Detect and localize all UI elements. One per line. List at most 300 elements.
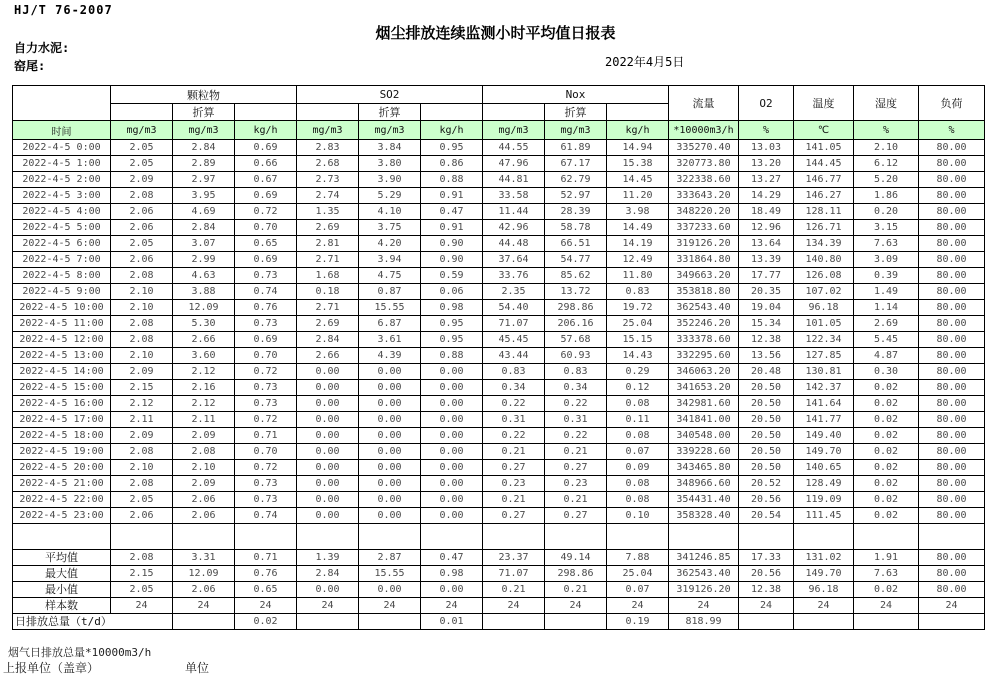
- value-cell: 0.00: [297, 396, 359, 412]
- table-row: [13, 140, 985, 156]
- time-cell: 2022-4-5 11:00: [13, 316, 111, 332]
- value-cell: 2.09: [111, 364, 173, 380]
- unit-cell: mg/m3: [297, 121, 359, 140]
- value-cell: 2.69: [297, 316, 359, 332]
- time-cell: 2022-4-5 5:00: [13, 220, 111, 236]
- value-cell: 0.65: [235, 236, 297, 252]
- value-cell: 13.72: [545, 284, 607, 300]
- value-cell: 20.48: [739, 364, 794, 380]
- value-cell: 18.49: [739, 204, 794, 220]
- summary-value-cell: 24: [669, 598, 739, 614]
- value-cell: 80.00: [919, 284, 985, 300]
- value-cell: 341841.00: [669, 412, 739, 428]
- summary-value-cell: 2.15: [111, 566, 173, 582]
- value-cell: 0.00: [359, 492, 421, 508]
- summary-value-cell: 298.86: [545, 566, 607, 582]
- value-cell: 0.00: [421, 396, 483, 412]
- column-header-humidity: 湿度: [854, 86, 919, 121]
- value-cell: 0.72: [235, 364, 297, 380]
- unit-cell: kg/h: [235, 121, 297, 140]
- value-cell: 122.34: [794, 332, 854, 348]
- value-cell: 0.21: [545, 492, 607, 508]
- value-cell: 126.08: [794, 268, 854, 284]
- table-row: [13, 492, 985, 508]
- daily-total-value-cell: [297, 614, 359, 630]
- value-cell: 80.00: [919, 300, 985, 316]
- time-cell: 2022-4-5 0:00: [13, 140, 111, 156]
- daily-total-value-cell: [739, 614, 794, 630]
- table-row: [13, 252, 985, 268]
- value-cell: 0.72: [235, 412, 297, 428]
- value-cell: 2.84: [173, 220, 235, 236]
- table-row: [13, 332, 985, 348]
- unit-cell: %: [919, 121, 985, 140]
- value-cell: 2.09: [111, 428, 173, 444]
- table-row: [13, 476, 985, 492]
- value-cell: 3.15: [854, 220, 919, 236]
- value-cell: 15.15: [607, 332, 669, 348]
- value-cell: 0.31: [483, 412, 545, 428]
- value-cell: 348220.20: [669, 204, 739, 220]
- value-cell: 0.22: [483, 428, 545, 444]
- value-cell: 0.90: [421, 252, 483, 268]
- value-cell: 0.00: [421, 444, 483, 460]
- value-cell: 80.00: [919, 220, 985, 236]
- daily-total-row: [13, 614, 985, 630]
- column-header-flow: 流量: [669, 86, 739, 121]
- value-cell: 0.73: [235, 268, 297, 284]
- value-cell: 149.70: [794, 444, 854, 460]
- value-cell: 0.02: [854, 412, 919, 428]
- value-cell: 0.76: [235, 300, 297, 316]
- table-row: [13, 444, 985, 460]
- value-cell: 5.29: [359, 188, 421, 204]
- value-cell: 0.00: [359, 412, 421, 428]
- value-cell: 3.90: [359, 172, 421, 188]
- empty-cell: [111, 524, 173, 550]
- value-cell: 2.84: [173, 140, 235, 156]
- summary-value-cell: 24: [235, 598, 297, 614]
- summary-value-cell: 24: [607, 598, 669, 614]
- value-cell: 13.64: [739, 236, 794, 252]
- time-cell: 2022-4-5 12:00: [13, 332, 111, 348]
- summary-value-cell: 1.91: [854, 550, 919, 566]
- value-cell: 0.00: [297, 380, 359, 396]
- value-cell: 140.80: [794, 252, 854, 268]
- value-cell: 0.00: [421, 412, 483, 428]
- value-cell: 52.97: [545, 188, 607, 204]
- value-cell: 1.35: [297, 204, 359, 220]
- value-cell: 0.18: [297, 284, 359, 300]
- value-cell: 146.77: [794, 172, 854, 188]
- time-cell: 2022-4-5 4:00: [13, 204, 111, 220]
- summary-value-cell: 24: [739, 598, 794, 614]
- value-cell: 61.89: [545, 140, 607, 156]
- value-cell: 1.68: [297, 268, 359, 284]
- value-cell: 4.69: [173, 204, 235, 220]
- daily-total-value-cell: [173, 614, 235, 630]
- value-cell: 14.29: [739, 188, 794, 204]
- value-cell: 80.00: [919, 348, 985, 364]
- value-cell: 119.09: [794, 492, 854, 508]
- summary-value-cell: 2.05: [111, 582, 173, 598]
- subheader-blank: [607, 104, 669, 121]
- value-cell: 111.45: [794, 508, 854, 524]
- value-cell: 146.27: [794, 188, 854, 204]
- value-cell: 0.00: [359, 460, 421, 476]
- value-cell: 4.10: [359, 204, 421, 220]
- value-cell: 0.02: [854, 492, 919, 508]
- empty-cell: [607, 524, 669, 550]
- summary-value-cell: 0.71: [235, 550, 297, 566]
- value-cell: 43.44: [483, 348, 545, 364]
- value-cell: 3.75: [359, 220, 421, 236]
- summary-value-cell: 0.21: [545, 582, 607, 598]
- time-header: 时间: [13, 121, 111, 140]
- value-cell: 80.00: [919, 188, 985, 204]
- value-cell: 3.94: [359, 252, 421, 268]
- value-cell: 2.74: [297, 188, 359, 204]
- time-cell: 2022-4-5 7:00: [13, 252, 111, 268]
- time-cell: 2022-4-5 8:00: [13, 268, 111, 284]
- summary-value-cell: 0.00: [297, 582, 359, 598]
- value-cell: 2.06: [173, 492, 235, 508]
- value-cell: 141.64: [794, 396, 854, 412]
- summary-value-cell: 24: [919, 598, 985, 614]
- value-cell: 0.66: [235, 156, 297, 172]
- value-cell: 2.09: [173, 428, 235, 444]
- summary-label-cell: 最小值: [13, 582, 111, 598]
- value-cell: 0.00: [359, 380, 421, 396]
- value-cell: 2.08: [111, 444, 173, 460]
- empty-cell: [173, 524, 235, 550]
- daily-total-value-cell: [854, 614, 919, 630]
- empty-cell: [297, 524, 359, 550]
- table-row: [13, 300, 985, 316]
- summary-value-cell: 24: [421, 598, 483, 614]
- summary-value-cell: 2.08: [111, 550, 173, 566]
- value-cell: 6.87: [359, 316, 421, 332]
- value-cell: 0.30: [854, 364, 919, 380]
- value-cell: 0.21: [483, 492, 545, 508]
- value-cell: 2.15: [111, 380, 173, 396]
- value-cell: 3.98: [607, 204, 669, 220]
- table-row: [13, 316, 985, 332]
- value-cell: 2.12: [173, 396, 235, 412]
- value-cell: 2.84: [297, 332, 359, 348]
- value-cell: 57.68: [545, 332, 607, 348]
- value-cell: 33.58: [483, 188, 545, 204]
- value-cell: 206.16: [545, 316, 607, 332]
- group-header-so2: SO2: [297, 86, 483, 104]
- summary-value-cell: 12.09: [173, 566, 235, 582]
- value-cell: 0.70: [235, 220, 297, 236]
- value-cell: 346063.20: [669, 364, 739, 380]
- summary-value-cell: 80.00: [919, 582, 985, 598]
- value-cell: 80.00: [919, 316, 985, 332]
- time-cell: 2022-4-5 19:00: [13, 444, 111, 460]
- value-cell: 20.35: [739, 284, 794, 300]
- value-cell: 333378.60: [669, 332, 739, 348]
- empty-cell: [794, 524, 854, 550]
- value-cell: 14.94: [607, 140, 669, 156]
- table-row: [13, 204, 985, 220]
- value-cell: 2.06: [111, 252, 173, 268]
- value-cell: 12.96: [739, 220, 794, 236]
- summary-row: [13, 582, 985, 598]
- value-cell: 2.69: [297, 220, 359, 236]
- value-cell: 0.73: [235, 476, 297, 492]
- column-header-load: 负荷: [919, 86, 985, 121]
- value-cell: 62.79: [545, 172, 607, 188]
- time-cell: 2022-4-5 17:00: [13, 412, 111, 428]
- value-cell: 2.08: [111, 188, 173, 204]
- value-cell: 42.96: [483, 220, 545, 236]
- value-cell: 2.12: [111, 396, 173, 412]
- summary-value-cell: 7.88: [607, 550, 669, 566]
- value-cell: 0.08: [607, 492, 669, 508]
- value-cell: 2.06: [173, 508, 235, 524]
- value-cell: 2.05: [111, 140, 173, 156]
- table-row: [13, 156, 985, 172]
- value-cell: 2.11: [111, 412, 173, 428]
- value-cell: 25.04: [607, 316, 669, 332]
- value-cell: 2.06: [111, 508, 173, 524]
- table-row: [13, 364, 985, 380]
- value-cell: 14.45: [607, 172, 669, 188]
- value-cell: 2.71: [297, 252, 359, 268]
- summary-value-cell: 15.55: [359, 566, 421, 582]
- unit-cell: %: [739, 121, 794, 140]
- value-cell: 0.22: [545, 428, 607, 444]
- value-cell: 0.00: [421, 492, 483, 508]
- value-cell: 140.65: [794, 460, 854, 476]
- value-cell: 2.09: [173, 476, 235, 492]
- value-cell: 319126.20: [669, 236, 739, 252]
- value-cell: 4.63: [173, 268, 235, 284]
- time-cell: 2022-4-5 16:00: [13, 396, 111, 412]
- value-cell: 3.09: [854, 252, 919, 268]
- table-row: [13, 508, 985, 524]
- unit-cell: *10000m3/h: [669, 121, 739, 140]
- value-cell: 20.56: [739, 492, 794, 508]
- value-cell: 333643.20: [669, 188, 739, 204]
- value-cell: 20.50: [739, 428, 794, 444]
- standard-code: HJ/T 76-2007: [14, 3, 113, 17]
- value-cell: 80.00: [919, 412, 985, 428]
- value-cell: 343465.80: [669, 460, 739, 476]
- unit-cell: mg/m3: [545, 121, 607, 140]
- subheader-blank: [297, 104, 359, 121]
- value-cell: 20.54: [739, 508, 794, 524]
- value-cell: 0.91: [421, 220, 483, 236]
- time-cell: 2022-4-5 18:00: [13, 428, 111, 444]
- column-header-temperature: 温度: [794, 86, 854, 121]
- summary-value-cell: 25.04: [607, 566, 669, 582]
- summary-value-cell: 24: [111, 598, 173, 614]
- value-cell: 14.19: [607, 236, 669, 252]
- value-cell: 2.97: [173, 172, 235, 188]
- value-cell: 0.70: [235, 444, 297, 460]
- value-cell: 2.05: [111, 236, 173, 252]
- value-cell: 3.95: [173, 188, 235, 204]
- value-cell: 4.87: [854, 348, 919, 364]
- time-cell: 2022-4-5 15:00: [13, 380, 111, 396]
- value-cell: 348966.60: [669, 476, 739, 492]
- value-cell: 332295.60: [669, 348, 739, 364]
- value-cell: 107.02: [794, 284, 854, 300]
- value-cell: 0.12: [607, 380, 669, 396]
- value-cell: 141.05: [794, 140, 854, 156]
- summary-value-cell: 24: [483, 598, 545, 614]
- table-row: [13, 428, 985, 444]
- value-cell: 0.00: [359, 476, 421, 492]
- value-cell: 2.66: [297, 348, 359, 364]
- time-cell: 2022-4-5 14:00: [13, 364, 111, 380]
- value-cell: 71.07: [483, 316, 545, 332]
- value-cell: 0.02: [854, 508, 919, 524]
- subheader-blank: [421, 104, 483, 121]
- empty-cell: [669, 524, 739, 550]
- value-cell: 80.00: [919, 492, 985, 508]
- summary-value-cell: 149.70: [794, 566, 854, 582]
- value-cell: 101.05: [794, 316, 854, 332]
- value-cell: 0.02: [854, 476, 919, 492]
- value-cell: 0.00: [297, 508, 359, 524]
- value-cell: 0.83: [607, 284, 669, 300]
- value-cell: 128.11: [794, 204, 854, 220]
- value-cell: 0.69: [235, 188, 297, 204]
- value-cell: 80.00: [919, 236, 985, 252]
- value-cell: 0.09: [607, 460, 669, 476]
- value-cell: 37.64: [483, 252, 545, 268]
- value-cell: 2.06: [111, 220, 173, 236]
- value-cell: 0.72: [235, 460, 297, 476]
- value-cell: 2.68: [297, 156, 359, 172]
- value-cell: 0.88: [421, 348, 483, 364]
- daily-total-value-cell: [919, 614, 985, 630]
- unit-cell: mg/m3: [359, 121, 421, 140]
- value-cell: 14.43: [607, 348, 669, 364]
- value-cell: 7.63: [854, 236, 919, 252]
- summary-value-cell: 24: [545, 598, 607, 614]
- report-title: 烟尘排放连续监测小时平均值日报表: [375, 24, 616, 42]
- summary-value-cell: 71.07: [483, 566, 545, 582]
- value-cell: 3.88: [173, 284, 235, 300]
- value-cell: 80.00: [919, 460, 985, 476]
- value-cell: 80.00: [919, 268, 985, 284]
- value-cell: 0.71: [235, 428, 297, 444]
- value-cell: 47.96: [483, 156, 545, 172]
- value-cell: 2.08: [111, 476, 173, 492]
- value-cell: 11.20: [607, 188, 669, 204]
- value-cell: 20.52: [739, 476, 794, 492]
- unit-cell: %: [854, 121, 919, 140]
- reporting-unit-label: 上报单位（盖章）: [3, 661, 100, 675]
- summary-value-cell: 0.47: [421, 550, 483, 566]
- summary-value-cell: 12.38: [739, 582, 794, 598]
- value-cell: 0.29: [607, 364, 669, 380]
- value-cell: 0.00: [421, 460, 483, 476]
- value-cell: 352246.20: [669, 316, 739, 332]
- value-cell: 12.38: [739, 332, 794, 348]
- value-cell: 2.08: [111, 268, 173, 284]
- value-cell: 1.14: [854, 300, 919, 316]
- value-cell: 0.95: [421, 332, 483, 348]
- value-cell: 0.73: [235, 380, 297, 396]
- value-cell: 0.08: [607, 428, 669, 444]
- flue-gas-total-note: 烟气日排放总量*10000m3/h: [8, 646, 152, 659]
- value-cell: 28.39: [545, 204, 607, 220]
- value-cell: 0.67: [235, 172, 297, 188]
- summary-value-cell: 131.02: [794, 550, 854, 566]
- table-row: [13, 188, 985, 204]
- unit-cell: mg/m3: [173, 121, 235, 140]
- value-cell: 2.10: [111, 284, 173, 300]
- value-cell: 6.12: [854, 156, 919, 172]
- time-cell: 2022-4-5 9:00: [13, 284, 111, 300]
- value-cell: 13.39: [739, 252, 794, 268]
- subheader-blank: [483, 104, 545, 121]
- value-cell: 4.39: [359, 348, 421, 364]
- value-cell: 0.23: [483, 476, 545, 492]
- empty-cell: [739, 524, 794, 550]
- spacer-row: [13, 524, 985, 550]
- time-cell: 2022-4-5 22:00: [13, 492, 111, 508]
- daily-total-value-cell: [483, 614, 545, 630]
- value-cell: 0.34: [483, 380, 545, 396]
- value-cell: 2.08: [111, 332, 173, 348]
- value-cell: 362543.40: [669, 300, 739, 316]
- value-cell: 335270.40: [669, 140, 739, 156]
- value-cell: 0.02: [854, 460, 919, 476]
- value-cell: 2.73: [297, 172, 359, 188]
- summary-value-cell: 0.00: [421, 582, 483, 598]
- value-cell: 3.60: [173, 348, 235, 364]
- value-cell: 2.10: [111, 300, 173, 316]
- value-cell: 2.89: [173, 156, 235, 172]
- value-cell: 358328.40: [669, 508, 739, 524]
- value-cell: 0.91: [421, 188, 483, 204]
- value-cell: 44.55: [483, 140, 545, 156]
- unit-cell: mg/m3: [111, 121, 173, 140]
- value-cell: 13.03: [739, 140, 794, 156]
- value-cell: 2.09: [111, 172, 173, 188]
- table-row: [13, 284, 985, 300]
- daily-total-value-cell: 0.01: [421, 614, 483, 630]
- summary-value-cell: 0.00: [359, 582, 421, 598]
- summary-value-cell: 0.65: [235, 582, 297, 598]
- value-cell: 80.00: [919, 204, 985, 220]
- value-cell: 2.83: [297, 140, 359, 156]
- value-cell: 0.00: [297, 444, 359, 460]
- value-cell: 80.00: [919, 444, 985, 460]
- summary-value-cell: 7.63: [854, 566, 919, 582]
- daily-total-value-cell: [359, 614, 421, 630]
- value-cell: 3.80: [359, 156, 421, 172]
- value-cell: 0.31: [545, 412, 607, 428]
- value-cell: 11.80: [607, 268, 669, 284]
- table-row: [13, 172, 985, 188]
- value-cell: 2.16: [173, 380, 235, 396]
- table-row: [13, 348, 985, 364]
- table-row: [13, 220, 985, 236]
- value-cell: 0.02: [854, 444, 919, 460]
- value-cell: 0.11: [607, 412, 669, 428]
- summary-value-cell: 24: [173, 598, 235, 614]
- value-cell: 320773.80: [669, 156, 739, 172]
- value-cell: 149.40: [794, 428, 854, 444]
